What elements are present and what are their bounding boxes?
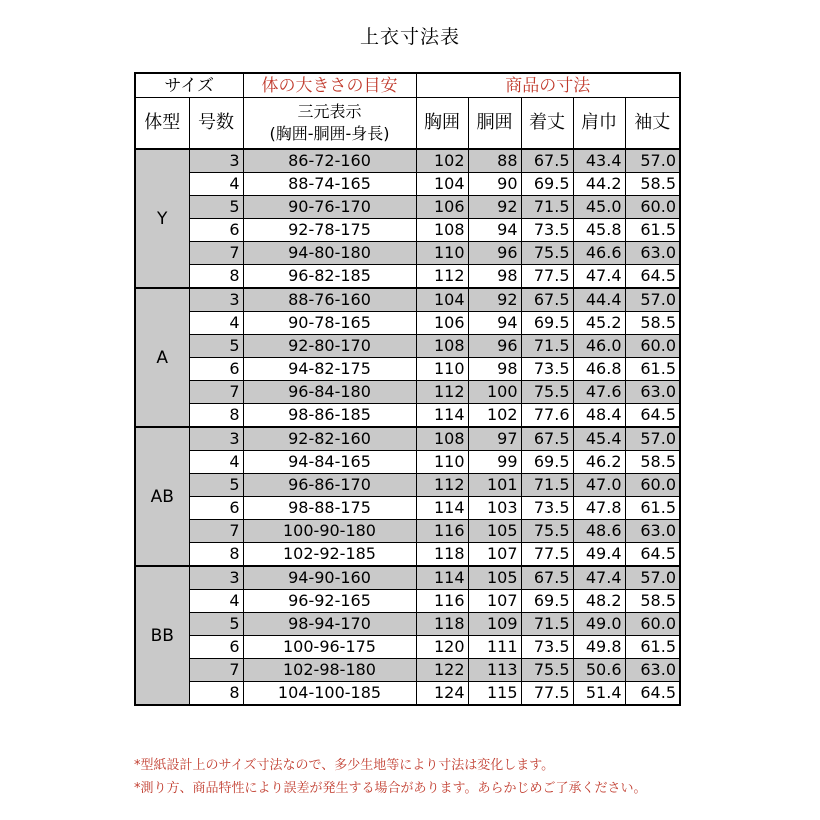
chest-cell: 112 xyxy=(416,474,468,497)
three-values-cell: 98-88-175 xyxy=(243,497,416,520)
three-values-cell: 104-100-185 xyxy=(243,682,416,706)
size-number-cell: 6 xyxy=(189,636,243,659)
three-values-cell: 96-86-170 xyxy=(243,474,416,497)
three-values-cell: 100-96-175 xyxy=(243,636,416,659)
shoulder-cell: 49.4 xyxy=(573,543,625,567)
length-cell: 69.5 xyxy=(521,173,573,196)
table-row xyxy=(135,288,680,312)
size-header: サイズ xyxy=(135,73,243,98)
chest-cell: 114 xyxy=(416,497,468,520)
chest-cell: 102 xyxy=(416,149,468,173)
table-row xyxy=(135,404,680,428)
table-row xyxy=(135,566,680,590)
jacket-size-table xyxy=(134,72,681,706)
length-cell: 75.5 xyxy=(521,520,573,543)
waist-cell: 107 xyxy=(468,590,521,613)
sleeve-cell: 63.0 xyxy=(625,381,680,404)
three-values-cell: 94-90-160 xyxy=(243,566,416,590)
chest-cell: 104 xyxy=(416,288,468,312)
three-values-cell: 94-82-175 xyxy=(243,358,416,381)
sleeve-cell: 64.5 xyxy=(625,265,680,289)
table-row xyxy=(135,474,680,497)
three-values-cell: 94-80-180 xyxy=(243,242,416,265)
three-values-cell: 88-76-160 xyxy=(243,288,416,312)
table-row xyxy=(135,682,680,706)
chest-cell: 108 xyxy=(416,427,468,451)
length-cell: 67.5 xyxy=(521,566,573,590)
chest-cell: 108 xyxy=(416,219,468,242)
body-type-header: 体型 xyxy=(135,98,189,150)
length-cell: 73.5 xyxy=(521,219,573,242)
table-row xyxy=(135,497,680,520)
shoulder-cell: 45.0 xyxy=(573,196,625,219)
three-values-cell: 88-74-165 xyxy=(243,173,416,196)
waist-cell: 101 xyxy=(468,474,521,497)
sleeve-cell: 61.5 xyxy=(625,358,680,381)
table-row xyxy=(135,312,680,335)
length-cell: 71.5 xyxy=(521,196,573,219)
three-values-cell: 102-92-185 xyxy=(243,543,416,567)
length-cell: 75.5 xyxy=(521,659,573,682)
sleeve-cell: 60.0 xyxy=(625,335,680,358)
size-number-cell: 3 xyxy=(189,149,243,173)
chest-cell: 114 xyxy=(416,404,468,428)
shoulder-cell: 51.4 xyxy=(573,682,625,706)
size-number-cell: 7 xyxy=(189,242,243,265)
size-number-cell: 3 xyxy=(189,566,243,590)
size-number-cell: 4 xyxy=(189,590,243,613)
size-number-cell: 4 xyxy=(189,312,243,335)
waist-cell: 113 xyxy=(468,659,521,682)
sleeve-cell: 64.5 xyxy=(625,404,680,428)
table-row xyxy=(135,590,680,613)
waist-cell: 92 xyxy=(468,288,521,312)
shoulder-cell: 45.4 xyxy=(573,427,625,451)
length-cell: 69.5 xyxy=(521,451,573,474)
length-cell: 73.5 xyxy=(521,497,573,520)
waist-cell: 109 xyxy=(468,613,521,636)
table-row xyxy=(135,613,680,636)
shoulder-cell: 47.8 xyxy=(573,497,625,520)
shoulder-cell: 45.2 xyxy=(573,312,625,335)
size-number-cell: 5 xyxy=(189,335,243,358)
waist-cell: 100 xyxy=(468,381,521,404)
sleeve-header: 袖丈 xyxy=(625,98,680,150)
sleeve-cell: 63.0 xyxy=(625,520,680,543)
waist-cell: 105 xyxy=(468,566,521,590)
waist-cell: 97 xyxy=(468,427,521,451)
sleeve-cell: 58.5 xyxy=(625,312,680,335)
shoulder-cell: 47.6 xyxy=(573,381,625,404)
shoulder-cell: 47.4 xyxy=(573,566,625,590)
shoulder-cell: 50.6 xyxy=(573,659,625,682)
three-values-subtitle: (胸囲-胴囲-身長) xyxy=(269,124,390,143)
table-row xyxy=(135,149,680,173)
waist-cell: 111 xyxy=(468,636,521,659)
waist-cell: 102 xyxy=(468,404,521,428)
size-number-cell: 3 xyxy=(189,288,243,312)
chest-cell: 116 xyxy=(416,590,468,613)
size-number-header: 号数 xyxy=(189,98,243,150)
table-row xyxy=(135,219,680,242)
sleeve-cell: 58.5 xyxy=(625,173,680,196)
length-cell: 67.5 xyxy=(521,427,573,451)
chest-cell: 106 xyxy=(416,196,468,219)
sleeve-cell: 57.0 xyxy=(625,427,680,451)
length-cell: 71.5 xyxy=(521,474,573,497)
length-cell: 77.5 xyxy=(521,265,573,289)
size-number-cell: 6 xyxy=(189,497,243,520)
table-row xyxy=(135,520,680,543)
shoulder-cell: 49.0 xyxy=(573,613,625,636)
page-title: 上衣寸法表 xyxy=(359,26,460,48)
sleeve-cell: 61.5 xyxy=(625,497,680,520)
chest-cell: 112 xyxy=(416,381,468,404)
sleeve-cell: 60.0 xyxy=(625,613,680,636)
waist-cell: 103 xyxy=(468,497,521,520)
chest-cell: 106 xyxy=(416,312,468,335)
note-line: *測り方、商品特性により誤差が発生する場合があります。あらかじめご了承ください。 xyxy=(134,781,647,796)
body-type-cell: BB xyxy=(135,566,189,705)
three-values-title: 三元表示 xyxy=(297,102,362,121)
chest-cell: 112 xyxy=(416,265,468,289)
length-cell: 77.5 xyxy=(521,682,573,706)
size-number-cell: 5 xyxy=(189,474,243,497)
length-cell: 75.5 xyxy=(521,242,573,265)
shoulder-cell: 43.4 xyxy=(573,149,625,173)
chest-header: 胸囲 xyxy=(416,98,468,150)
size-number-cell: 4 xyxy=(189,451,243,474)
chest-cell: 118 xyxy=(416,613,468,636)
length-cell: 67.5 xyxy=(521,288,573,312)
waist-cell: 107 xyxy=(468,543,521,567)
body-guide-header: 体の大きさの目安 xyxy=(243,73,416,98)
size-number-cell: 8 xyxy=(189,265,243,289)
chest-cell: 110 xyxy=(416,242,468,265)
length-cell: 73.5 xyxy=(521,636,573,659)
length-cell: 75.5 xyxy=(521,381,573,404)
length-cell: 69.5 xyxy=(521,312,573,335)
table-row xyxy=(135,265,680,289)
table-row xyxy=(135,381,680,404)
shoulder-cell: 44.4 xyxy=(573,288,625,312)
sleeve-cell: 60.0 xyxy=(625,474,680,497)
three-values-cell: 100-90-180 xyxy=(243,520,416,543)
shoulder-header: 肩巾 xyxy=(573,98,625,150)
waist-cell: 96 xyxy=(468,335,521,358)
waist-cell: 98 xyxy=(468,358,521,381)
length-header: 着丈 xyxy=(521,98,573,150)
sleeve-cell: 61.5 xyxy=(625,636,680,659)
sleeve-cell: 64.5 xyxy=(625,543,680,567)
three-values-cell: 94-84-165 xyxy=(243,451,416,474)
chest-cell: 104 xyxy=(416,173,468,196)
waist-cell: 99 xyxy=(468,451,521,474)
length-cell: 69.5 xyxy=(521,590,573,613)
size-number-cell: 5 xyxy=(189,196,243,219)
sleeve-cell: 57.0 xyxy=(625,566,680,590)
sleeve-cell: 57.0 xyxy=(625,149,680,173)
size-number-cell: 7 xyxy=(189,381,243,404)
table-row xyxy=(135,196,680,219)
three-values-cell: 96-84-180 xyxy=(243,381,416,404)
sleeve-cell: 58.5 xyxy=(625,590,680,613)
length-cell: 77.5 xyxy=(521,543,573,567)
waist-cell: 98 xyxy=(468,265,521,289)
body-type-cell: A xyxy=(135,288,189,427)
three-values-cell: 92-82-160 xyxy=(243,427,416,451)
waist-cell: 90 xyxy=(468,173,521,196)
waist-cell: 96 xyxy=(468,242,521,265)
table-row xyxy=(135,427,680,451)
three-values-cell: 96-92-165 xyxy=(243,590,416,613)
size-number-cell: 6 xyxy=(189,358,243,381)
sleeve-cell: 60.0 xyxy=(625,196,680,219)
length-cell: 73.5 xyxy=(521,358,573,381)
size-number-cell: 7 xyxy=(189,659,243,682)
length-cell: 71.5 xyxy=(521,613,573,636)
waist-cell: 105 xyxy=(468,520,521,543)
table-row xyxy=(135,659,680,682)
three-values-cell: 102-98-180 xyxy=(243,659,416,682)
size-number-cell: 8 xyxy=(189,682,243,706)
three-values-cell: 92-80-170 xyxy=(243,335,416,358)
sleeve-cell: 63.0 xyxy=(625,242,680,265)
chest-cell: 122 xyxy=(416,659,468,682)
shoulder-cell: 48.4 xyxy=(573,404,625,428)
shoulder-cell: 46.8 xyxy=(573,358,625,381)
waist-cell: 94 xyxy=(468,312,521,335)
size-number-cell: 8 xyxy=(189,404,243,428)
size-number-cell: 3 xyxy=(189,427,243,451)
chest-cell: 118 xyxy=(416,543,468,567)
sleeve-cell: 63.0 xyxy=(625,659,680,682)
shoulder-cell: 44.2 xyxy=(573,173,625,196)
table-row xyxy=(135,451,680,474)
shoulder-cell: 46.6 xyxy=(573,242,625,265)
product-dims-header: 商品の寸法 xyxy=(416,73,680,98)
size-number-cell: 7 xyxy=(189,520,243,543)
three-values-cell: 98-86-185 xyxy=(243,404,416,428)
note-line: *型紙設計上のサイズ寸法なので、多少生地等により寸法は変化します。 xyxy=(134,758,555,773)
size-number-cell: 4 xyxy=(189,173,243,196)
three-values-header xyxy=(243,98,416,150)
length-cell: 77.6 xyxy=(521,404,573,428)
sleeve-cell: 61.5 xyxy=(625,219,680,242)
shoulder-cell: 49.8 xyxy=(573,636,625,659)
three-values-cell: 98-94-170 xyxy=(243,613,416,636)
shoulder-cell: 47.4 xyxy=(573,265,625,289)
sleeve-cell: 58.5 xyxy=(625,451,680,474)
size-number-cell: 6 xyxy=(189,219,243,242)
three-values-cell: 96-82-185 xyxy=(243,265,416,289)
three-values-cell: 90-76-170 xyxy=(243,196,416,219)
shoulder-cell: 47.0 xyxy=(573,474,625,497)
sleeve-cell: 57.0 xyxy=(625,288,680,312)
shoulder-cell: 46.0 xyxy=(573,335,625,358)
chest-cell: 124 xyxy=(416,682,468,706)
waist-cell: 94 xyxy=(468,219,521,242)
size-number-cell: 8 xyxy=(189,543,243,567)
three-values-cell: 90-78-165 xyxy=(243,312,416,335)
three-values-cell: 86-72-160 xyxy=(243,149,416,173)
waist-header: 胴囲 xyxy=(468,98,521,150)
chest-cell: 108 xyxy=(416,335,468,358)
chest-cell: 110 xyxy=(416,451,468,474)
chest-cell: 110 xyxy=(416,358,468,381)
length-cell: 67.5 xyxy=(521,149,573,173)
waist-cell: 115 xyxy=(468,682,521,706)
table-row xyxy=(135,173,680,196)
table-row xyxy=(135,636,680,659)
table-row xyxy=(135,543,680,567)
chest-cell: 116 xyxy=(416,520,468,543)
table-row xyxy=(135,242,680,265)
length-cell: 71.5 xyxy=(521,335,573,358)
shoulder-cell: 48.6 xyxy=(573,520,625,543)
body-type-cell: AB xyxy=(135,427,189,566)
table-row xyxy=(135,335,680,358)
waist-cell: 92 xyxy=(468,196,521,219)
shoulder-cell: 46.2 xyxy=(573,451,625,474)
body-type-cell: Y xyxy=(135,149,189,288)
chest-cell: 120 xyxy=(416,636,468,659)
table-row xyxy=(135,358,680,381)
sleeve-cell: 64.5 xyxy=(625,682,680,706)
size-number-cell: 5 xyxy=(189,613,243,636)
chest-cell: 114 xyxy=(416,566,468,590)
three-values-cell: 92-78-175 xyxy=(243,219,416,242)
shoulder-cell: 45.8 xyxy=(573,219,625,242)
shoulder-cell: 48.2 xyxy=(573,590,625,613)
waist-cell: 88 xyxy=(468,149,521,173)
